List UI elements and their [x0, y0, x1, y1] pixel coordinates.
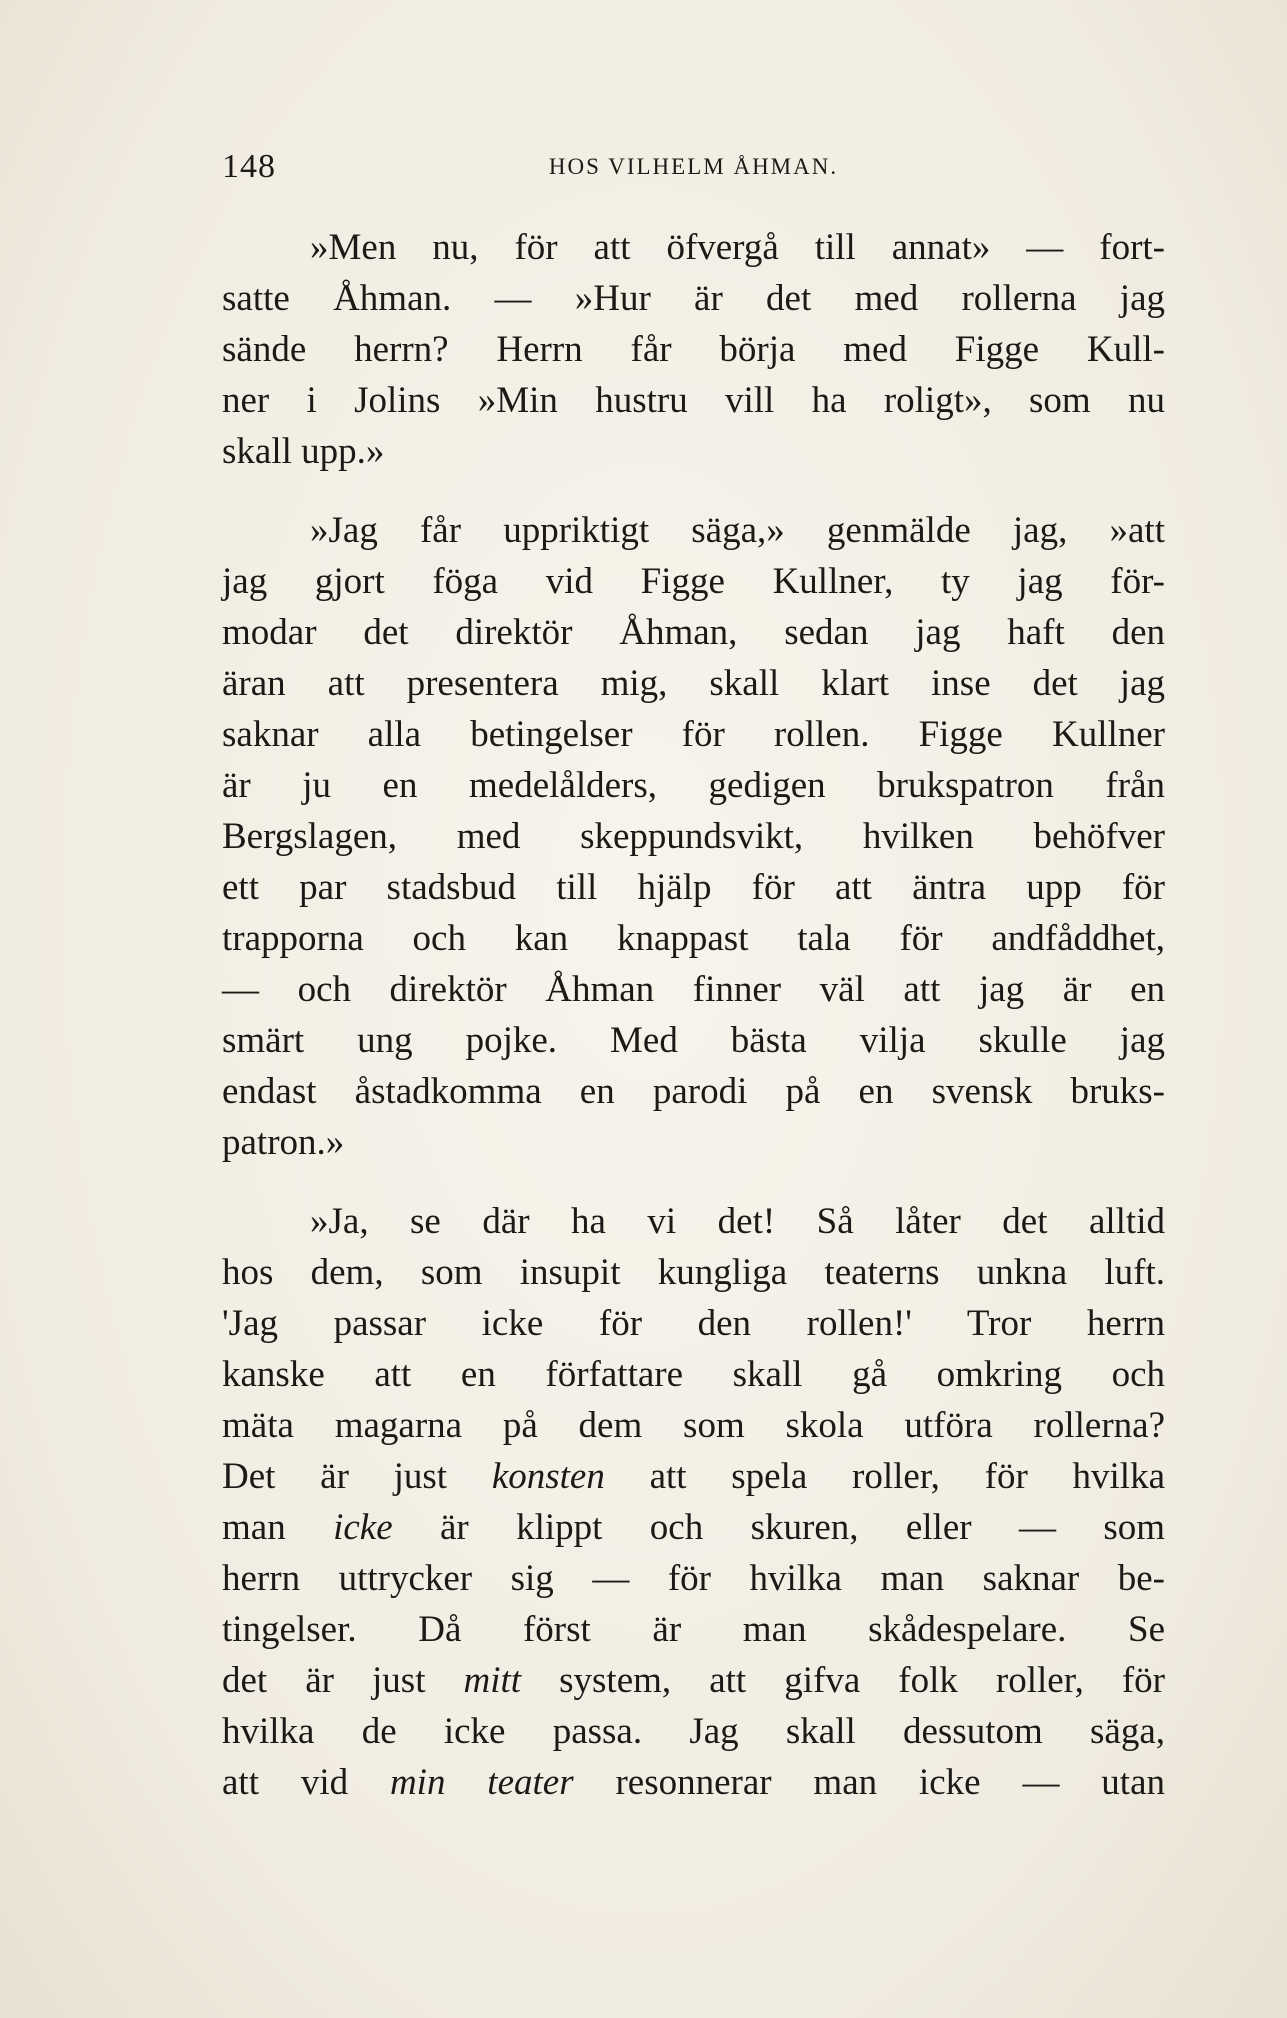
emphasis: teater	[487, 1762, 574, 1803]
text-line: satte Åhman. — »Hur är det med rollerna jag	[222, 278, 1165, 319]
emphasis: mitt	[463, 1660, 522, 1701]
text-line: hos dem, som insupit kungliga teaterns unkna luft.	[222, 1252, 1165, 1293]
paragraph-2	[222, 505, 1165, 1168]
text-segment: att vid	[222, 1762, 349, 1803]
text-line: Bergslagen, med skeppundsvikt, hvilken behöfver	[222, 816, 1165, 857]
text-line: skall upp.»	[222, 431, 385, 472]
text-line: tingelser. Då först är man skådespelare. Se	[222, 1609, 1165, 1650]
text-line	[222, 1451, 1165, 1502]
text-line: »Ja, se där ha vi det! Så låter det alltid	[310, 1201, 1165, 1242]
paragraph-1	[222, 222, 1165, 477]
text-line: äran att presentera mig, skall klart inse det jag	[222, 663, 1165, 704]
page-number: 148	[222, 148, 276, 185]
text-line: mäta magarna på dem som skola utföra rollerna?	[222, 1405, 1165, 1446]
text-line: hvilka de icke passa. Jag skall dessutom säga,	[222, 1711, 1165, 1752]
text-line: modar det direktör Åhman, sedan jag haft den	[222, 612, 1165, 653]
emphasis: min	[389, 1762, 446, 1803]
page-header	[222, 148, 1165, 188]
text-line: saknar alla betingelser för rollen. Figge Kullner	[222, 714, 1165, 755]
text-line: patron.»	[222, 1122, 345, 1163]
text-line: ner i Jolins »Min hustru vill ha roligt», som nu	[222, 380, 1165, 421]
body-text	[222, 222, 1165, 1808]
paragraph-3	[222, 1196, 1165, 1808]
emphasis: konsten	[491, 1456, 605, 1497]
text-line: är ju en medelålders, gedigen brukspatron från	[222, 765, 1165, 806]
text-segment: resonnerar man icke — utan	[573, 1762, 1165, 1803]
text-segment: man	[222, 1507, 286, 1548]
text-segment: att spela roller, för hvilka	[604, 1456, 1165, 1497]
text-segment: Det är just	[222, 1456, 448, 1497]
text-line: jag gjort föga vid Figge Kullner, ty jag för-	[222, 561, 1165, 602]
text-line: herrn uttrycker sig — för hvilka man saknar be-	[222, 1558, 1165, 1599]
running-head: HOS VILHELM ÅHMAN.	[548, 154, 839, 179]
text-line: »Jag får uppriktigt säga,» genmälde jag, »att	[310, 510, 1165, 551]
text-line	[222, 1502, 1165, 1553]
text-segment: system, att gifva folk roller, för	[521, 1660, 1166, 1701]
text-line: smärt ung pojke. Med bästa vilja skulle jag	[222, 1020, 1165, 1061]
text-line: sände herrn? Herrn får börja med Figge Kull-	[222, 329, 1165, 370]
text-line: 'Jag passar icke för den rollen!' Tror herrn	[222, 1303, 1165, 1344]
text-line	[222, 1655, 1165, 1706]
text-line: »Men nu, för att öfvergå till annat» — fort-	[310, 227, 1165, 268]
text-segment: är klippt och skuren, eller — som	[392, 1507, 1165, 1548]
text-line: trapporna och kan knappast tala för andfåddhet,	[222, 918, 1165, 959]
text-line	[222, 1757, 1165, 1808]
text-line: — och direktör Åhman finner väl att jag är en	[222, 969, 1165, 1010]
text-segment: det är just	[222, 1660, 426, 1701]
text-line: endast åstadkomma en parodi på en svensk bruks-	[222, 1071, 1165, 1112]
emphasis: icke	[333, 1507, 393, 1548]
text-line: kanske att en författare skall gå omkring och	[222, 1354, 1165, 1395]
text-line: ett par stadsbud till hjälp för att äntra upp för	[222, 867, 1165, 908]
